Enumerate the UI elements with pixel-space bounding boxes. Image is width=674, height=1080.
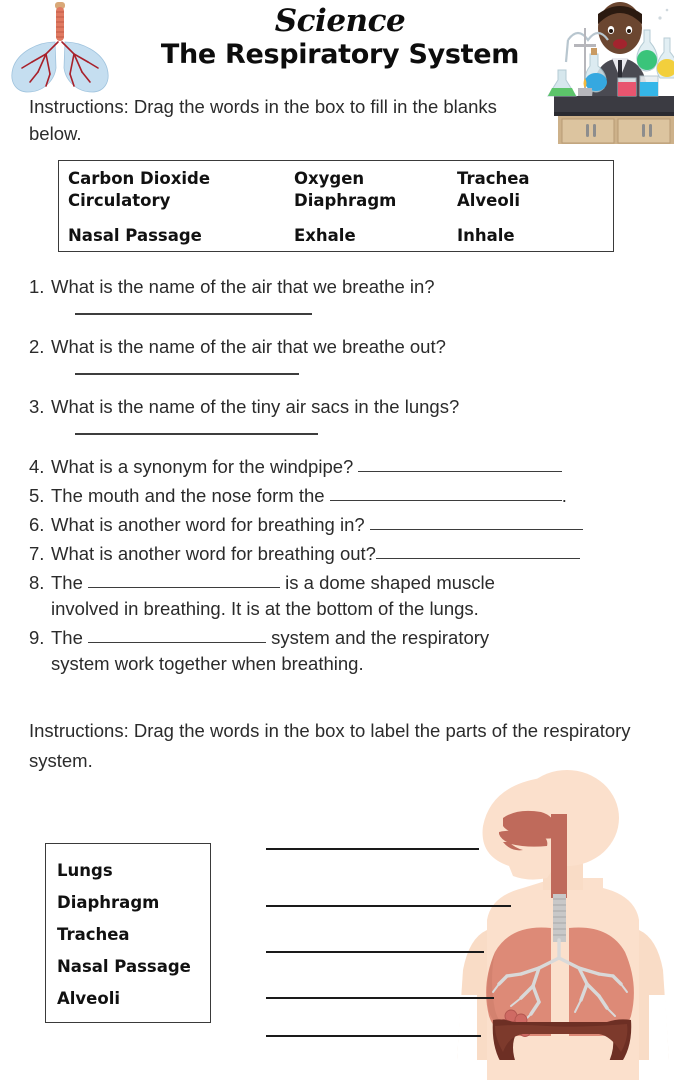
label-line-alveoli[interactable] — [266, 997, 494, 999]
question-suffix: . — [561, 485, 567, 506]
question-text: What is the name of the air that we breathe in? — [51, 276, 435, 297]
label-line-nasal-passage[interactable] — [266, 848, 479, 850]
answer-blank-9[interactable] — [88, 628, 266, 643]
respiratory-system-diagram — [255, 770, 674, 1080]
word-bank-row — [68, 190, 613, 212]
question-number: 7. — [29, 543, 45, 564]
answer-blank-4[interactable] — [358, 457, 562, 472]
word-bank-item[interactable]: Diaphragm — [294, 191, 397, 210]
instructions-fill-blanks: Instructions: Drag the words in the box to fill in the blanks below. — [29, 96, 497, 144]
word-bank-row — [68, 168, 613, 190]
answer-blank-8[interactable] — [88, 573, 280, 588]
respiratory-anatomy-illustration — [255, 770, 674, 1080]
answer-blank-6[interactable] — [370, 515, 583, 530]
question-6 — [29, 512, 674, 538]
question-number: 1. — [29, 276, 45, 297]
question-suffix: is a dome shaped muscle — [285, 572, 495, 593]
page-title: The Respiratory System — [160, 39, 520, 70]
word-bank-item[interactable]: Oxygen — [294, 169, 365, 188]
answer-blank-3[interactable] — [75, 433, 674, 450]
question-number: 4. — [29, 456, 45, 477]
question-text: What is the name of the air that we breathe out? — [51, 336, 446, 357]
question-text: What is another word for breathing out? — [51, 543, 376, 564]
word-bank-item[interactable]: Nasal Passage — [68, 226, 202, 245]
label-bank-item-trachea[interactable]: Trachea — [57, 925, 130, 944]
lungs-clipart-icon — [2, 2, 118, 97]
question-line-2: system work together when breathing. — [51, 653, 364, 674]
question-5 — [29, 483, 674, 509]
question-suffix: system and the respiratory — [271, 627, 490, 648]
label-word-bank-box — [45, 843, 211, 1023]
label-bank-item-nasal-passage[interactable]: Nasal Passage — [57, 957, 191, 976]
label-line-trachea[interactable] — [266, 905, 511, 907]
question-text: What is the name of the tiny air sacs in the lungs? — [51, 396, 460, 417]
word-bank-row — [68, 225, 613, 247]
question-1 — [29, 274, 674, 330]
question-3 — [29, 394, 674, 450]
question-text: What is another word for breathing in? — [51, 514, 365, 535]
question-number: 3. — [29, 396, 45, 417]
question-4 — [29, 454, 674, 480]
word-bank-item[interactable]: Inhale — [457, 226, 515, 245]
question-number: 9. — [29, 627, 45, 648]
word-bank-item[interactable]: Carbon Dioxide — [68, 169, 211, 188]
question-number: 5. — [29, 485, 45, 506]
question-2 — [29, 334, 674, 390]
question-number: 2. — [29, 336, 45, 357]
word-bank-item[interactable]: Exhale — [294, 226, 356, 245]
label-bank-item-diaphragm[interactable]: Diaphragm — [57, 893, 160, 912]
label-line-lungs[interactable] — [266, 951, 484, 953]
title-block — [130, 4, 550, 71]
science-lab-clipart-icon — [540, 0, 674, 145]
question-7 — [29, 541, 674, 567]
answer-blank-2[interactable] — [75, 373, 674, 390]
instructions-label-parts: Instructions: Drag the words in the box to label the parts of the respiratory system. — [29, 720, 631, 771]
answer-blank-1[interactable] — [75, 313, 674, 330]
label-bank-item-lungs[interactable]: Lungs — [57, 861, 113, 880]
word-bank-item[interactable]: Circulatory — [68, 191, 171, 210]
question-9 — [29, 625, 674, 677]
question-text: The — [51, 627, 83, 648]
question-text: What is a synonym for the windpipe? — [51, 456, 354, 477]
question-number: 6. — [29, 514, 45, 535]
question-8 — [29, 570, 674, 622]
questions-list — [29, 274, 674, 680]
question-text: The — [51, 572, 83, 593]
word-bank-item[interactable]: Trachea — [457, 169, 530, 188]
answer-blank-7[interactable] — [376, 544, 580, 559]
script-title: Science — [274, 3, 406, 39]
question-number: 8. — [29, 572, 45, 593]
question-line-2: involved in breathing. It is at the bottom of the lungs. — [51, 598, 479, 619]
question-text: The mouth and the nose form the — [51, 485, 325, 506]
label-line-diaphragm[interactable] — [266, 1035, 481, 1037]
answer-blank-5[interactable] — [330, 486, 562, 501]
word-bank-box — [58, 160, 614, 252]
word-bank-item[interactable]: Alveoli — [457, 191, 521, 210]
label-bank-item-alveoli[interactable]: Alveoli — [57, 989, 121, 1008]
